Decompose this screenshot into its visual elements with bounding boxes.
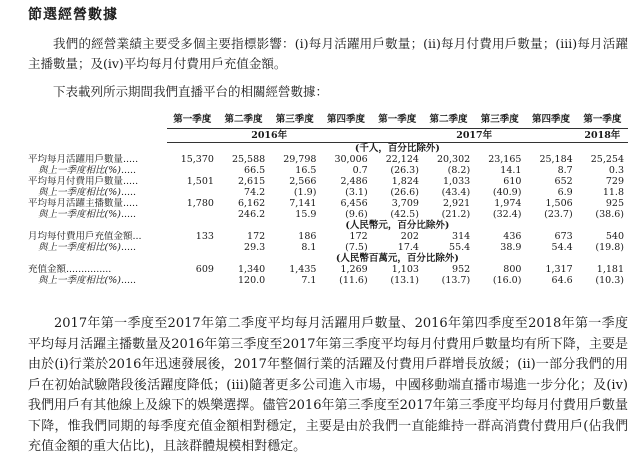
table-cell: 1,974 (494, 198, 522, 209)
table-row (28, 242, 628, 253)
header-spacer (28, 129, 167, 143)
metric-label: 平均每月活躍用戶數量..... (28, 154, 139, 165)
table-row (28, 176, 628, 187)
table-cell: 1,317 (545, 264, 573, 275)
table-cell: 925 (605, 198, 624, 209)
table-cell: 23,165 (488, 154, 522, 165)
quarter-header: 第一季度 (577, 112, 628, 129)
table-cell: 0.3 (608, 165, 624, 176)
table-cell: (13.1) (390, 275, 419, 286)
table-cell: 3,709 (391, 198, 419, 209)
table-cell: (11.6) (339, 275, 368, 286)
table-cell: 673 (554, 231, 573, 242)
table-row (28, 154, 628, 165)
table-cell: 22,124 (385, 154, 419, 165)
table-cell (167, 275, 218, 286)
year-header: 2017年 (372, 129, 577, 143)
table-cell: 1,181 (596, 264, 624, 275)
table-cell (167, 165, 218, 176)
table-cell: 1,103 (391, 264, 419, 275)
quarter-header: 第四季度 (320, 112, 371, 129)
table-cell: 15.9 (295, 209, 317, 220)
table-cell: (7.5) (345, 242, 368, 253)
table-cell: 609 (195, 264, 214, 275)
table-cell: 1,501 (186, 176, 214, 187)
table-cell: (10.3) (595, 275, 624, 286)
quarter-header: 第三季度 (269, 112, 320, 129)
change-label: 與上一季度相比(%)..... (38, 242, 137, 253)
unit-row (28, 220, 628, 231)
table-cell: 2,615 (237, 176, 266, 187)
table-cell: 29.3 (244, 242, 266, 253)
table-row (28, 165, 628, 176)
table-cell: 17.4 (397, 242, 419, 253)
table-row (28, 231, 628, 242)
quarter-header: 第二季度 (218, 112, 269, 129)
table-cell: 246.2 (237, 209, 266, 220)
table-cell: 7.1 (301, 275, 317, 286)
table-cell: 133 (195, 231, 214, 242)
metric-label: 平均每月活躍主播數量..... (28, 198, 139, 209)
section-heading: 節選經營數據 (28, 7, 118, 23)
table-cell: 25,254 (590, 154, 624, 165)
table-cell: 172 (247, 231, 266, 242)
table-cell: 66.5 (244, 165, 266, 176)
table-row (28, 275, 628, 286)
table-cell (167, 187, 218, 198)
table-cell: 1,824 (391, 176, 419, 187)
table-cell: 652 (554, 176, 573, 187)
table-cell: 20,302 (436, 154, 471, 165)
table-row (28, 264, 628, 275)
table-cell: 8.1 (301, 242, 317, 253)
table-cell: 1,340 (237, 264, 266, 275)
table-cell: 8.7 (557, 165, 573, 176)
change-label: 與上一季度相比(%)..... (38, 165, 137, 176)
table-cell: 54.4 (551, 242, 573, 253)
change-label: 與上一季度相比(%)..... (38, 187, 137, 198)
quarter-header: 第四季度 (525, 112, 576, 129)
table-row (28, 187, 628, 198)
table-cell: 14.1 (500, 165, 522, 176)
intro-paragraph: 我們的經營業績主要受多個主要指標影響：(i)每月活躍用戶數量；(ii)每月付費用戶數量；(iii)每月活躍主播數量；及(iv)平均每月付費用戶充值金額。 (28, 36, 628, 71)
table-cell: 30,006 (334, 154, 368, 165)
table-cell: 186 (298, 231, 317, 242)
unit-label: (人民幣百萬元，百分比除外) (335, 253, 459, 264)
table-cell: (38.6) (595, 209, 624, 220)
table-cell: (40.9) (492, 187, 522, 198)
analysis-paragraph: 2017年第一季度至2017年第二季度平均每月活躍用戶數量、2016年第四季度至2018年第一季度平均每月活躍主播數量及2016年第三季度至2017年第三季度平均每月付費用戶數量均有所下降，主要是由於(i)行業於2016年迅速發展後，2017年整個行業的活躍及付費用戶群增長放緩；(ii)一部分我們的用戶在初始試驗階段後活躍度降低；(iii)隨著更多公司進入市場，中國移動端直播市場進一步分化；及(iv)我們用戶有其他線上及線下的娛樂選擇。儘管2016年第三季度至2017年第三季度平均每月付費用戶數量下降，惟我們同期的每季度充值金額相對穩定，主要是由於我們一直能維持一群高消費付費用戶(佔我們充值金額的重大佔比)，且該群體規模相對穩定。 (28, 316, 628, 454)
table-cell: 540 (605, 231, 624, 242)
table-cell: 1,506 (545, 198, 573, 209)
table-cell: (9.6) (345, 209, 368, 220)
quarter-header: 第一季度 (167, 112, 218, 129)
table-cell: 2,921 (442, 198, 471, 209)
table-cell: (26.6) (390, 187, 419, 198)
table-cell (167, 242, 218, 253)
table-cell: 1,780 (186, 198, 214, 209)
table-cell: (3.1) (345, 187, 368, 198)
table-cell: 64.6 (551, 275, 573, 286)
table-cell: 120.0 (237, 275, 266, 286)
year-header: 2018年 (577, 129, 628, 143)
change-label: 與上一季度相比(%)..... (38, 275, 137, 286)
table-cell: (1.9) (293, 187, 317, 198)
table-cell: (43.4) (441, 187, 471, 198)
quarter-header: 第三季度 (474, 112, 525, 129)
table-cell: 2,486 (340, 176, 368, 187)
table-cell: (23.7) (544, 209, 573, 220)
change-label: 與上一季度相比(%)..... (38, 209, 137, 220)
table-cell: 25,184 (539, 154, 573, 165)
table-cell: (13.7) (441, 275, 471, 286)
table-cell: 25,588 (231, 154, 266, 165)
table-cell: 729 (605, 176, 624, 187)
table-cell: 1,435 (289, 264, 317, 275)
unit-row (28, 143, 628, 155)
table-row (28, 209, 628, 220)
table-cell: (21.2) (441, 209, 471, 220)
table-cell: 6,456 (340, 198, 368, 209)
table-cell: (42.5) (390, 209, 419, 220)
table-cell: 74.2 (244, 187, 266, 198)
table-cell: 6,162 (237, 198, 266, 209)
quarter-header: 第一季度 (372, 112, 423, 129)
quarter-header-row (28, 112, 628, 129)
table-cell: 6.9 (557, 187, 573, 198)
table-cell: 29,798 (283, 154, 317, 165)
table-cell: (32.4) (492, 209, 522, 220)
table-cell: 1,269 (340, 264, 368, 275)
table-cell: 15,370 (180, 154, 214, 165)
metric-label: 月均每付費用戶充值金額... (28, 231, 142, 242)
unit-label: (千人，百分比除外) (354, 143, 440, 154)
metric-label: 充值金額............... (28, 264, 112, 275)
table-cell: 610 (503, 176, 522, 187)
table-cell: 38.9 (500, 242, 522, 253)
quarter-header: 第二季度 (423, 112, 474, 129)
year-header-row (28, 129, 628, 143)
table-cell: (19.8) (595, 242, 624, 253)
table-row (28, 198, 628, 209)
table-cell: 1,033 (442, 176, 471, 187)
header-spacer (28, 112, 167, 129)
year-header: 2016年 (167, 129, 372, 143)
table-cell: (16.0) (492, 275, 522, 286)
operating-data-table (28, 112, 628, 286)
table-cell: 436 (503, 231, 522, 242)
metric-label: 平均每月付費用戶數量..... (28, 176, 139, 187)
table-cell: 952 (452, 264, 471, 275)
table-cell: 7,141 (289, 198, 317, 209)
table-cell: (26.3) (390, 165, 419, 176)
table-cell: 55.4 (449, 242, 471, 253)
table-cell: 0.7 (352, 165, 368, 176)
table-cell: (8.2) (447, 165, 471, 176)
table-intro-paragraph: 下表載列所示期間我們直播平台的相關經營數據： (53, 84, 329, 99)
table-cell: 800 (503, 264, 522, 275)
table-cell: 16.5 (295, 165, 317, 176)
unit-row (28, 253, 628, 264)
table-cell: 314 (452, 231, 471, 242)
unit-label: (人民幣元，百分比除外) (345, 220, 450, 231)
table-cell: 2,566 (289, 176, 317, 187)
table-cell: 172 (349, 231, 368, 242)
table-cell: 202 (400, 231, 419, 242)
table-cell: 11.8 (602, 187, 624, 198)
table-cell (167, 209, 218, 220)
